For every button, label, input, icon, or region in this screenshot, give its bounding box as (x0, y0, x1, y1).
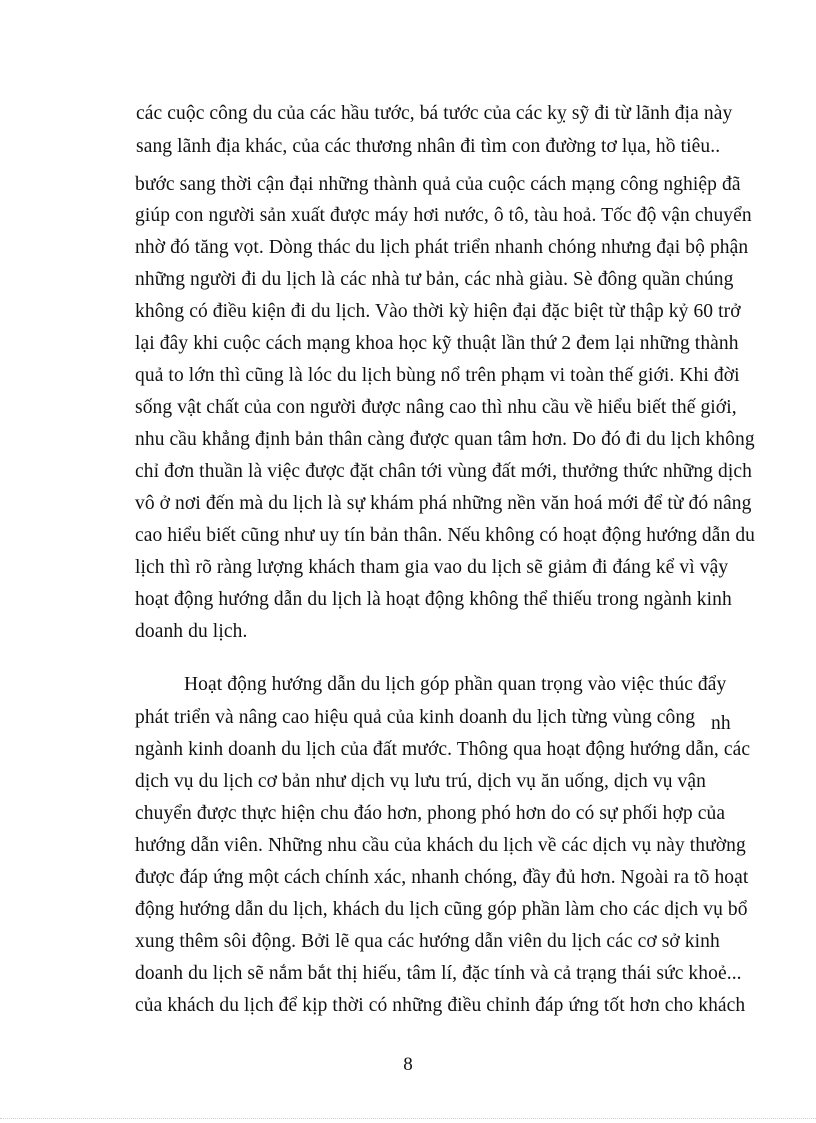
text-line: lại đây khi cuộc cách mạng khoa học kỹ thuật lần thứ 2 đem lại những thành (135, 333, 739, 354)
text-line: chỉ đơn thuần là việc được đặt chân tới vùng đất mới, thưởng thức những dịch (135, 461, 752, 482)
text-line: giúp con người sản xuất được máy hơi nước, ô tô, tàu hoả. Tốc độ vận chuyển (135, 205, 752, 226)
text-line: vô ở nơi đến mà du lịch là sự khám phá những nền văn hoá mới để từ đó nâng (135, 493, 752, 514)
text-line: hoạt động hướng dẫn du lịch là hoạt động không thể thiếu trong ngành kinh (135, 589, 732, 610)
text-line: sang lãnh địa khác, của các thương nhân đi tìm con đường tơ lụa, hồ tiêu.. (136, 136, 721, 157)
text-line: lịch thì rõ ràng lượng khách tham gia vao du lịch sẽ giảm đi đáng kể vì vậy (135, 557, 729, 578)
text-line: cao hiểu biết cũng như uy tín bản thân. Nếu không có hoạt động hướng dẫn du (135, 525, 756, 546)
text-line: các cuộc công du của các hầu tước, bá tước của các kỵ sỹ đi từ lãnh địa này (136, 103, 733, 124)
text-line: bước sang thời cận đại những thành quả của cuộc cách mạng công nghiệp đã (135, 174, 741, 195)
text-line: sống vật chất của con người được nâng cao thì nhu cầu về hiểu biết thế giới, (135, 397, 737, 418)
text-line: Hoạt động hướng dẫn du lịch góp phần quan trọng vào việc thúc đẩy (184, 674, 727, 695)
text-line: được đáp ứng một cách chính xác, nhanh chóng, đầy đủ hơn. Ngoài ra tõ hoạt (135, 867, 749, 888)
text-line: nhờ đó tăng vọt. Dòng thác du lịch phát triển nhanh chóng nhưng đại bộ phận (135, 237, 749, 258)
text-line: doanh du lịch. (135, 621, 248, 642)
text-line: của khách du lịch để kịp thời có những điều chỉnh đáp ứng tốt hơn cho khách (135, 995, 746, 1016)
text-line: nh (711, 713, 731, 734)
text-line: xung thêm sôi động. Bởi lẽ qua các hướng dẫn viên du lịch các cơ sở kinh (135, 931, 720, 952)
text-line: động hướng dẫn du lịch, khách du lịch cũng góp phần làm cho các dịch vụ bổ (135, 899, 748, 920)
page-bottom-divider (0, 1118, 816, 1119)
text-line: phát triển và nâng cao hiệu quả của kinh doanh du lịch từng vùng công (135, 707, 696, 728)
text-line: hướng dẫn viên. Những nhu cầu của khách du lịch về các dịch vụ này thường (135, 835, 746, 856)
text-line: dịch vụ du lịch cơ bản như dịch vụ lưu trú, dịch vụ ăn uống, dịch vụ vận (135, 771, 707, 792)
text-line: nhu cầu khẳng định bản thân càng được quan tâm hơn. Do đó đi du lịch không (135, 429, 755, 450)
text-line: ngành kinh doanh du lịch của đất mước. Thông qua hoạt động hướng dẫn, các (135, 739, 751, 760)
text-line: doanh du lịch sẽ nắm bắt thị hiếu, tâm lí, đặc tính và cả trạng thái sức khoẻ... (135, 963, 742, 984)
text-line: chuyển được thực hiện chu đáo hơn, phong phó hơn do có sự phối hợp của (135, 803, 726, 824)
text-line: quả to lớn thì cũng là lóc du lịch bùng nổ trên phạm vi toàn thế giới. Khi đời (135, 365, 740, 386)
page-number: 8 (403, 1054, 413, 1075)
text-line: không có điều kiện đi du lịch. Vào thời kỳ hiện đại đặc biệt từ thập kỷ 60 trở (135, 301, 741, 322)
text-line: những người đi du lịch là các nhà tư bản, các nhà giàu. Sè đông quần chúng (135, 269, 734, 290)
